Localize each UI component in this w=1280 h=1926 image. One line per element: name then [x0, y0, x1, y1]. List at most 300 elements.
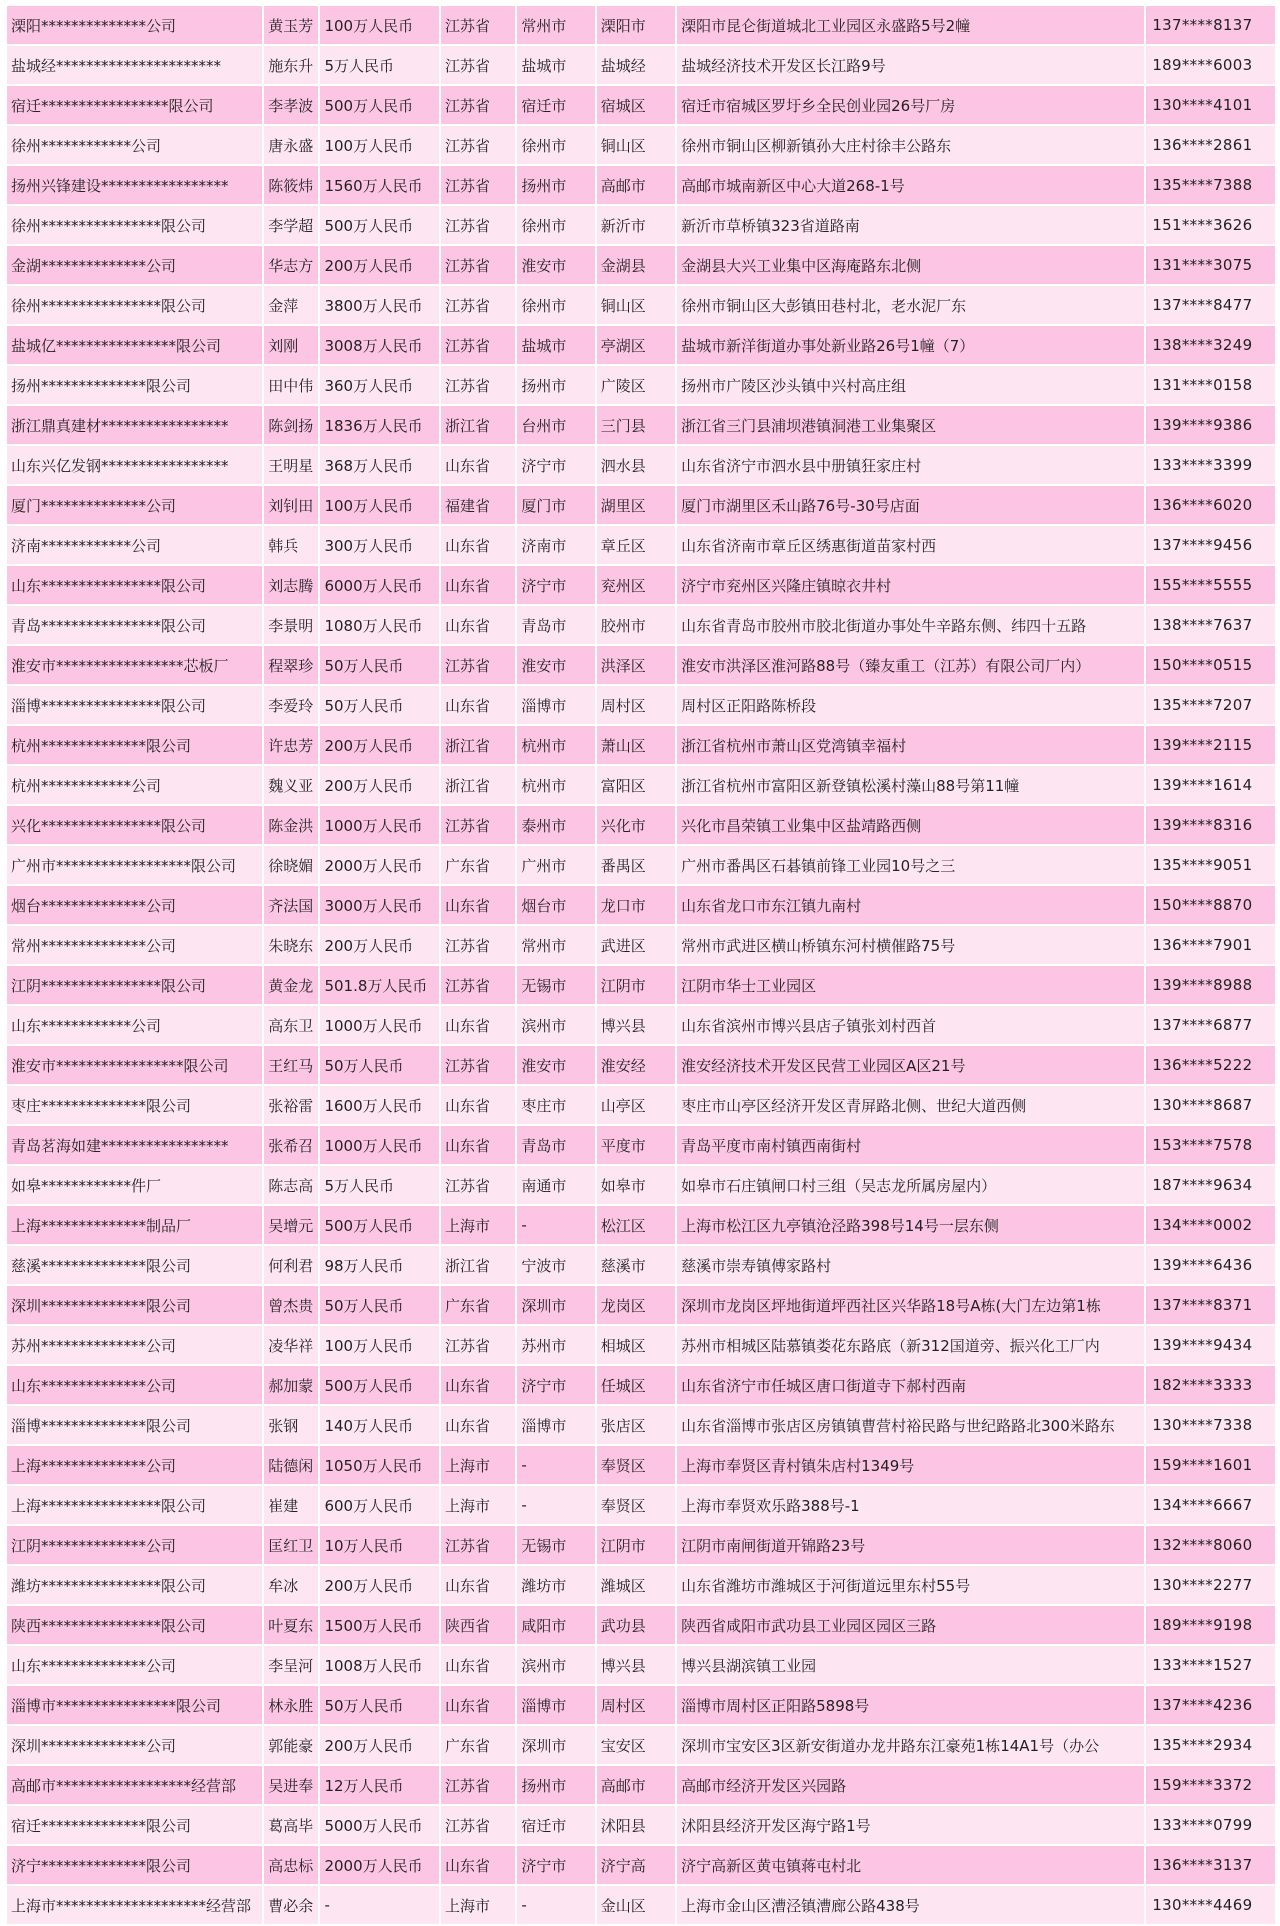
phone-cell: 137****8477	[1146, 286, 1275, 324]
address-cell: 江阴市南闸街道开锦路23号	[677, 1526, 1144, 1564]
phone-cell: 189****9198	[1146, 1606, 1275, 1644]
table-row	[7, 1606, 1275, 1644]
province-cell: 江苏省	[441, 46, 515, 84]
province-cell: 江苏省	[441, 1166, 515, 1204]
address-cell: 淮安市洪泽区淮河路88号（臻友重工（江苏）有限公司厂内）	[677, 646, 1144, 684]
province-cell: 山东省	[441, 606, 515, 644]
province-cell: 广东省	[441, 846, 515, 884]
contact-name-cell: 凌华祥	[264, 1326, 318, 1364]
contact-name-cell: 何利君	[264, 1246, 318, 1284]
registered-capital-cell: 200万人民币	[320, 1566, 439, 1604]
district-cell: 武功县	[597, 1606, 675, 1644]
district-cell: 相城区	[597, 1326, 675, 1364]
province-cell: 江苏省	[441, 806, 515, 844]
phone-cell: 130****8687	[1146, 1086, 1275, 1124]
company-name-cell: 广州市******************限公司	[7, 846, 262, 884]
province-cell: 上海市	[441, 1486, 515, 1524]
phone-cell: 131****0158	[1146, 366, 1275, 404]
city-cell: 滨州市	[517, 1646, 594, 1684]
table-row	[7, 1846, 1275, 1884]
table-body	[7, 6, 1275, 1924]
table-row	[7, 606, 1275, 644]
company-name-cell: 溧阳**************公司	[7, 6, 262, 44]
address-cell: 浙江省杭州市萧山区党湾镇幸福村	[677, 726, 1144, 764]
district-cell: 奉贤区	[597, 1446, 675, 1484]
phone-cell: 135****7207	[1146, 686, 1275, 724]
contact-name-cell: 魏义亚	[264, 766, 318, 804]
city-cell: 咸阳市	[517, 1606, 594, 1644]
contact-name-cell: 陈筱炜	[264, 166, 318, 204]
city-cell: -	[517, 1206, 594, 1244]
company-name-cell: 枣庄**************限公司	[7, 1086, 262, 1124]
registered-capital-cell: 500万人民币	[320, 206, 439, 244]
registered-capital-cell: 140万人民币	[320, 1406, 439, 1444]
company-name-cell: 山东****************限公司	[7, 566, 262, 604]
phone-cell: 136****7901	[1146, 926, 1275, 964]
contact-name-cell: 吴增元	[264, 1206, 318, 1244]
company-name-cell: 深圳**************限公司	[7, 1286, 262, 1324]
city-cell: 徐州市	[517, 206, 594, 244]
city-cell: -	[517, 1446, 594, 1484]
province-cell: 山东省	[441, 1686, 515, 1724]
address-cell: 山东省济宁市泗水县中册镇狂家庄村	[677, 446, 1144, 484]
address-cell: 枣庄市山亭区经济开发区青屏路北侧、世纪大道西侧	[677, 1086, 1144, 1124]
province-cell: 浙江省	[441, 766, 515, 804]
province-cell: 江苏省	[441, 246, 515, 284]
phone-cell: 134****6667	[1146, 1486, 1275, 1524]
district-cell: 宝安区	[597, 1726, 675, 1764]
address-cell: 山东省潍坊市潍城区于河街道远里东村55号	[677, 1566, 1144, 1604]
phone-cell: 131****3075	[1146, 246, 1275, 284]
city-cell: 扬州市	[517, 1766, 594, 1804]
province-cell: 江苏省	[441, 366, 515, 404]
phone-cell: 139****1614	[1146, 766, 1275, 804]
province-cell: 山东省	[441, 446, 515, 484]
address-cell: 徐州市铜山区柳新镇孙大庄村徐丰公路东	[677, 126, 1144, 164]
district-cell: 洪泽区	[597, 646, 675, 684]
city-cell: 宿迁市	[517, 86, 594, 124]
contact-name-cell: 李孝波	[264, 86, 318, 124]
contact-name-cell: 高东卫	[264, 1006, 318, 1044]
company-name-cell: 盐城亿****************限公司	[7, 326, 262, 364]
city-cell: 济宁市	[517, 446, 594, 484]
city-cell: 南通市	[517, 1166, 594, 1204]
company-name-cell: 兴化****************限公司	[7, 806, 262, 844]
registered-capital-cell: 100万人民币	[320, 126, 439, 164]
province-cell: 广东省	[441, 1286, 515, 1324]
table-row	[7, 1646, 1275, 1684]
phone-cell: 130****4469	[1146, 1886, 1275, 1924]
city-cell: 淮安市	[517, 246, 594, 284]
table-row	[7, 1566, 1275, 1604]
table-row	[7, 1286, 1275, 1324]
table-row	[7, 1206, 1275, 1244]
table-row	[7, 326, 1275, 364]
district-cell: 湖里区	[597, 486, 675, 524]
registered-capital-cell: 3008万人民币	[320, 326, 439, 364]
phone-cell: 130****7338	[1146, 1406, 1275, 1444]
contact-name-cell: 匡红卫	[264, 1526, 318, 1564]
phone-cell: 182****3333	[1146, 1366, 1275, 1404]
contact-name-cell: 林永胜	[264, 1686, 318, 1724]
city-cell: 无锡市	[517, 966, 594, 1004]
city-cell: 常州市	[517, 6, 594, 44]
district-cell: 淮安经	[597, 1046, 675, 1084]
table-row	[7, 366, 1275, 404]
contact-name-cell: 陈金洪	[264, 806, 318, 844]
address-cell: 淮安经济技术开发区民营工业园区A区21号	[677, 1046, 1144, 1084]
district-cell: 三门县	[597, 406, 675, 444]
city-cell: 深圳市	[517, 1286, 594, 1324]
table-row	[7, 1126, 1275, 1164]
company-name-cell: 深圳**************公司	[7, 1726, 262, 1764]
city-cell: 淮安市	[517, 646, 594, 684]
contact-name-cell: 王红马	[264, 1046, 318, 1084]
city-cell: 扬州市	[517, 366, 594, 404]
contact-name-cell: 朱晓东	[264, 926, 318, 964]
province-cell: 山东省	[441, 1366, 515, 1404]
contact-name-cell: 牟冰	[264, 1566, 318, 1604]
address-cell: 淄博市周村区正阳路5898号	[677, 1686, 1144, 1724]
contact-name-cell: 崔建	[264, 1486, 318, 1524]
address-cell: 上海市奉贤欢乐路388号-1	[677, 1486, 1144, 1524]
phone-cell: 159****3372	[1146, 1766, 1275, 1804]
phone-cell: 150****0515	[1146, 646, 1275, 684]
address-cell: 山东省青岛市胶州市胶北街道办事处牛辛路东侧、纬四十五路	[677, 606, 1144, 644]
city-cell: 烟台市	[517, 886, 594, 924]
company-name-cell: 山东**************公司	[7, 1646, 262, 1684]
table-row	[7, 1446, 1275, 1484]
province-cell: 山东省	[441, 1126, 515, 1164]
city-cell: 潍坊市	[517, 1566, 594, 1604]
contact-name-cell: 叶夏东	[264, 1606, 318, 1644]
phone-cell: 137****6877	[1146, 1006, 1275, 1044]
table-row	[7, 1326, 1275, 1364]
table-row	[7, 766, 1275, 804]
table-row	[7, 1246, 1275, 1284]
province-cell: 江苏省	[441, 126, 515, 164]
city-cell: 厦门市	[517, 486, 594, 524]
table-row	[7, 6, 1275, 44]
company-name-cell: 扬州**************限公司	[7, 366, 262, 404]
table-row	[7, 1166, 1275, 1204]
address-cell: 如皋市石庄镇闸口村三组（吴志龙所属房屋内）	[677, 1166, 1144, 1204]
company-name-cell: 山东************公司	[7, 1006, 262, 1044]
registered-capital-cell: 5万人民币	[320, 46, 439, 84]
company-name-cell: 上海市********************经营部	[7, 1886, 262, 1924]
province-cell: 山东省	[441, 1846, 515, 1884]
city-cell: 淄博市	[517, 1406, 594, 1444]
contact-name-cell: 黄金龙	[264, 966, 318, 1004]
address-cell: 深圳市宝安区3区新安街道办龙井路东江豪苑1栋14A1号（办公	[677, 1726, 1144, 1764]
company-name-cell: 常州**************公司	[7, 926, 262, 964]
city-cell: -	[517, 1886, 594, 1924]
phone-cell: 135****7388	[1146, 166, 1275, 204]
city-cell: 杭州市	[517, 766, 594, 804]
province-cell: 江苏省	[441, 206, 515, 244]
contact-name-cell: 王明星	[264, 446, 318, 484]
contact-name-cell: 田中伟	[264, 366, 318, 404]
province-cell: 浙江省	[441, 1246, 515, 1284]
province-cell: 山东省	[441, 1406, 515, 1444]
table-row	[7, 1886, 1275, 1924]
contact-name-cell: 施东升	[264, 46, 318, 84]
city-cell: 徐州市	[517, 126, 594, 164]
city-cell: 济宁市	[517, 566, 594, 604]
table-row	[7, 486, 1275, 524]
phone-cell: 137****8371	[1146, 1286, 1275, 1324]
phone-cell: 150****8870	[1146, 886, 1275, 924]
address-cell: 广州市番禺区石碁镇前锋工业园10号之三	[677, 846, 1144, 884]
registered-capital-cell: 1050万人民币	[320, 1446, 439, 1484]
phone-cell: 136****5222	[1146, 1046, 1275, 1084]
contact-name-cell: 唐永盛	[264, 126, 318, 164]
district-cell: 铜山区	[597, 286, 675, 324]
district-cell: 博兴县	[597, 1646, 675, 1684]
phone-cell: 138****3249	[1146, 326, 1275, 364]
province-cell: 山东省	[441, 1566, 515, 1604]
phone-cell: 151****3626	[1146, 206, 1275, 244]
district-cell: 金湖县	[597, 246, 675, 284]
phone-cell: 137****9456	[1146, 526, 1275, 564]
registered-capital-cell: 100万人民币	[320, 1326, 439, 1364]
registered-capital-cell: 501.8万人民币	[320, 966, 439, 1004]
district-cell: 亭湖区	[597, 326, 675, 364]
phone-cell: 133****0799	[1146, 1806, 1275, 1844]
district-cell: 任城区	[597, 1366, 675, 1404]
company-name-cell: 徐州****************限公司	[7, 206, 262, 244]
phone-cell: 139****2115	[1146, 726, 1275, 764]
phone-cell: 155****5555	[1146, 566, 1275, 604]
address-cell: 盐城市新洋街道办事处新业路26号1幢（7）	[677, 326, 1144, 364]
district-cell: 章丘区	[597, 526, 675, 564]
company-table	[5, 4, 1277, 1926]
company-name-cell: 济宁**************限公司	[7, 1846, 262, 1884]
table-row	[7, 406, 1275, 444]
address-cell: 盐城经济技术开发区长江路9号	[677, 46, 1144, 84]
district-cell: 武进区	[597, 926, 675, 964]
contact-name-cell: 徐晓媚	[264, 846, 318, 884]
city-cell: 济宁市	[517, 1366, 594, 1404]
province-cell: 山东省	[441, 686, 515, 724]
province-cell: 山东省	[441, 566, 515, 604]
address-cell: 上海市奉贤区青村镇朱店村1349号	[677, 1446, 1144, 1484]
district-cell: 高邮市	[597, 166, 675, 204]
address-cell: 深圳市龙岗区坪地街道坪西社区兴华路18号A栋(大门左边第1栋	[677, 1286, 1144, 1324]
district-cell: 溧阳市	[597, 6, 675, 44]
province-cell: 江苏省	[441, 1806, 515, 1844]
contact-name-cell: 金萍	[264, 286, 318, 324]
contact-name-cell: 曹必余	[264, 1886, 318, 1924]
table-row	[7, 846, 1275, 884]
company-name-cell: 徐州****************限公司	[7, 286, 262, 324]
contact-name-cell: 李呈河	[264, 1646, 318, 1684]
table-row	[7, 46, 1275, 84]
registered-capital-cell: 200万人民币	[320, 766, 439, 804]
province-cell: 浙江省	[441, 726, 515, 764]
registered-capital-cell: 360万人民币	[320, 366, 439, 404]
table-row	[7, 566, 1275, 604]
phone-cell: 138****7637	[1146, 606, 1275, 644]
registered-capital-cell: 500万人民币	[320, 1206, 439, 1244]
city-cell: 青岛市	[517, 1126, 594, 1164]
city-cell: 扬州市	[517, 166, 594, 204]
company-name-cell: 杭州**************限公司	[7, 726, 262, 764]
company-name-cell: 淮安市*****************芯板厂	[7, 646, 262, 684]
company-name-cell: 厦门**************公司	[7, 486, 262, 524]
phone-cell: 139****9434	[1146, 1326, 1275, 1364]
registered-capital-cell: 2000万人民币	[320, 846, 439, 884]
registered-capital-cell: 1836万人民币	[320, 406, 439, 444]
district-cell: 潍城区	[597, 1566, 675, 1604]
address-cell: 济宁高新区黄屯镇蒋屯村北	[677, 1846, 1144, 1884]
table-row	[7, 806, 1275, 844]
table-row	[7, 1526, 1275, 1564]
registered-capital-cell: 2000万人民币	[320, 1846, 439, 1884]
table-row	[7, 86, 1275, 124]
company-name-cell: 宿迁**************限公司	[7, 1806, 262, 1844]
city-cell: 盐城市	[517, 46, 594, 84]
table-row	[7, 926, 1275, 964]
table-row	[7, 1406, 1275, 1444]
city-cell: 宁波市	[517, 1246, 594, 1284]
city-cell: 常州市	[517, 926, 594, 964]
district-cell: 新沂市	[597, 206, 675, 244]
city-cell: 青岛市	[517, 606, 594, 644]
contact-name-cell: 李景明	[264, 606, 318, 644]
registered-capital-cell: 50万人民币	[320, 686, 439, 724]
address-cell: 上海市松江区九亭镇沧泾路398号14号一层东侧	[677, 1206, 1144, 1244]
district-cell: 泗水县	[597, 446, 675, 484]
province-cell: 山东省	[441, 886, 515, 924]
table-row	[7, 286, 1275, 324]
district-cell: 番禺区	[597, 846, 675, 884]
phone-cell: 139****6436	[1146, 1246, 1275, 1284]
province-cell: 江苏省	[441, 1526, 515, 1564]
company-name-cell: 淄博市****************限公司	[7, 1686, 262, 1724]
address-cell: 常州市武进区横山桥镇东河村横催路75号	[677, 926, 1144, 964]
contact-name-cell: 郝加蒙	[264, 1366, 318, 1404]
contact-name-cell: 华志方	[264, 246, 318, 284]
company-name-cell: 扬州兴锋建设*****************	[7, 166, 262, 204]
address-cell: 金湖县大兴工业集中区海庵路东北侧	[677, 246, 1144, 284]
company-name-cell: 江阴**************公司	[7, 1526, 262, 1564]
phone-cell: 136****2861	[1146, 126, 1275, 164]
district-cell: 宿城区	[597, 86, 675, 124]
province-cell: 江苏省	[441, 6, 515, 44]
table-row	[7, 1006, 1275, 1044]
contact-name-cell: 陈志高	[264, 1166, 318, 1204]
company-name-cell: 济南************公司	[7, 526, 262, 564]
phone-cell: 133****1527	[1146, 1646, 1275, 1684]
contact-name-cell: 程翠珍	[264, 646, 318, 684]
address-cell: 沭阳县经济开发区海宁路1号	[677, 1806, 1144, 1844]
company-name-cell: 如皋************件厂	[7, 1166, 262, 1204]
table-row	[7, 1366, 1275, 1404]
registered-capital-cell: 5万人民币	[320, 1166, 439, 1204]
address-cell: 宿迁市宿城区罗圩乡全民创业园26号厂房	[677, 86, 1144, 124]
district-cell: 盐城经	[597, 46, 675, 84]
district-cell: 奉贤区	[597, 1486, 675, 1524]
registered-capital-cell: 1000万人民币	[320, 1006, 439, 1044]
contact-name-cell: 齐法国	[264, 886, 318, 924]
district-cell: 慈溪市	[597, 1246, 675, 1284]
city-cell: 广州市	[517, 846, 594, 884]
address-cell: 上海市金山区漕泾镇漕廊公路438号	[677, 1886, 1144, 1924]
phone-cell: 130****2277	[1146, 1566, 1275, 1604]
contact-name-cell: 曾杰贵	[264, 1286, 318, 1324]
address-cell: 扬州市广陵区沙头镇中兴村高庄组	[677, 366, 1144, 404]
district-cell: 平度市	[597, 1126, 675, 1164]
company-name-cell: 淄博****************限公司	[7, 686, 262, 724]
table-row	[7, 1086, 1275, 1124]
phone-cell: 153****7578	[1146, 1126, 1275, 1164]
table-row	[7, 1046, 1275, 1084]
phone-cell: 159****1601	[1146, 1446, 1275, 1484]
city-cell: 滨州市	[517, 1006, 594, 1044]
phone-cell: 136****3137	[1146, 1846, 1275, 1884]
address-cell: 高邮市经济开发区兴园路	[677, 1766, 1144, 1804]
company-name-cell: 陕西****************限公司	[7, 1606, 262, 1644]
district-cell: 胶州市	[597, 606, 675, 644]
district-cell: 博兴县	[597, 1006, 675, 1044]
province-cell: 江苏省	[441, 1046, 515, 1084]
registered-capital-cell: 368万人民币	[320, 446, 439, 484]
phone-cell: 136****6020	[1146, 486, 1275, 524]
contact-name-cell: 黄玉芳	[264, 6, 318, 44]
province-cell: 浙江省	[441, 406, 515, 444]
company-name-cell: 山东**************公司	[7, 1366, 262, 1404]
registered-capital-cell: 200万人民币	[320, 1726, 439, 1764]
city-cell: 杭州市	[517, 726, 594, 764]
registered-capital-cell: 500万人民币	[320, 1366, 439, 1404]
address-cell: 山东省济宁市任城区唐口街道寺下郝村西南	[677, 1366, 1144, 1404]
phone-cell: 189****6003	[1146, 46, 1275, 84]
district-cell: 萧山区	[597, 726, 675, 764]
city-cell: 济南市	[517, 526, 594, 564]
contact-name-cell: 张裕雷	[264, 1086, 318, 1124]
registered-capital-cell: 100万人民币	[320, 6, 439, 44]
table-row	[7, 1806, 1275, 1844]
address-cell: 青岛平度市南村镇西南街村	[677, 1126, 1144, 1164]
address-cell: 新沂市草桥镇323省道路南	[677, 206, 1144, 244]
district-cell: 龙口市	[597, 886, 675, 924]
table-row	[7, 1686, 1275, 1724]
contact-name-cell: 刘志腾	[264, 566, 318, 604]
registered-capital-cell: 200万人民币	[320, 726, 439, 764]
province-cell: 江苏省	[441, 966, 515, 1004]
contact-name-cell: 葛高毕	[264, 1806, 318, 1844]
address-cell: 博兴县湖滨镇工业园	[677, 1646, 1144, 1684]
registered-capital-cell: 1000万人民币	[320, 806, 439, 844]
city-cell: 济宁市	[517, 1846, 594, 1884]
address-cell: 兴化市昌荣镇工业集中区盐靖路西侧	[677, 806, 1144, 844]
city-cell: 台州市	[517, 406, 594, 444]
district-cell: 沭阳县	[597, 1806, 675, 1844]
registered-capital-cell: 98万人民币	[320, 1246, 439, 1284]
address-cell: 徐州市铜山区大彭镇田巷村北，老水泥厂东	[677, 286, 1144, 324]
registered-capital-cell: 600万人民币	[320, 1486, 439, 1524]
city-cell: 无锡市	[517, 1526, 594, 1564]
district-cell: 金山区	[597, 1886, 675, 1924]
table-row	[7, 886, 1275, 924]
company-name-cell: 慈溪**************限公司	[7, 1246, 262, 1284]
phone-cell: 134****0002	[1146, 1206, 1275, 1244]
company-name-cell: 山东兴亿发钢*****************	[7, 446, 262, 484]
registered-capital-cell: 200万人民币	[320, 246, 439, 284]
district-cell: 铜山区	[597, 126, 675, 164]
phone-cell: 139****8988	[1146, 966, 1275, 1004]
